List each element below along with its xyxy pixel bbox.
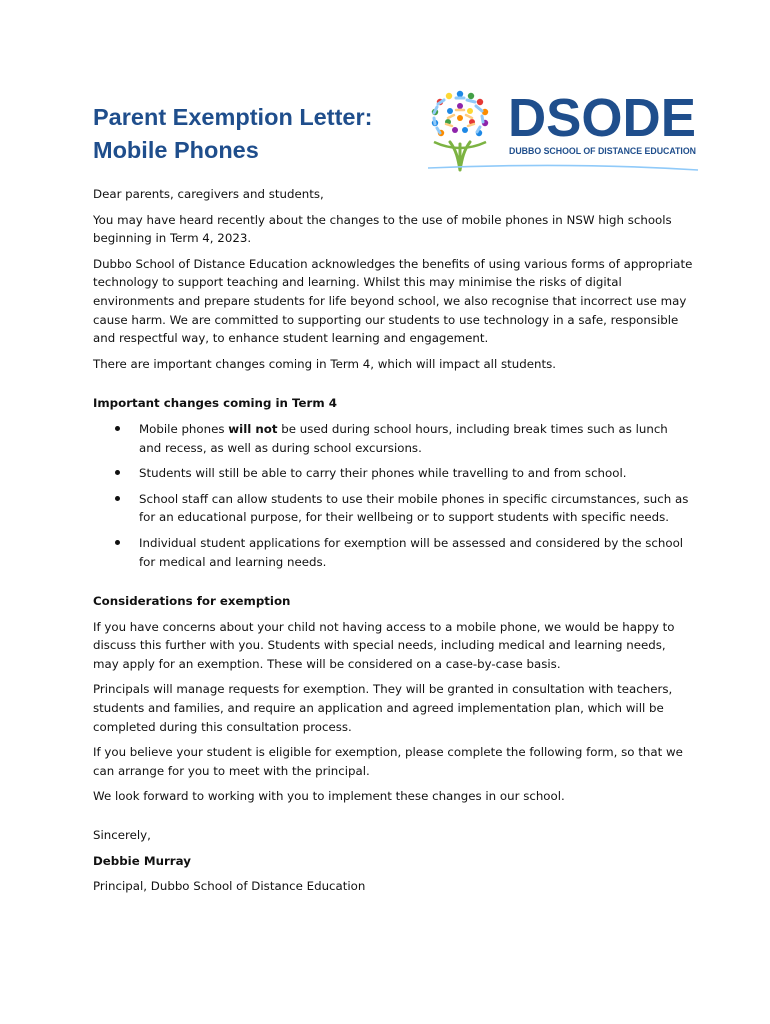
item-1-pre: Mobile phones (139, 421, 229, 436)
bullet-icon (115, 496, 120, 501)
changes-heading: Important changes coming in Term 4 (93, 396, 337, 411)
title-line-2: Mobile Phones (93, 137, 259, 163)
list-item (93, 490, 693, 527)
item-3-text: School staff can allow students to use their mobile phones in specific circumstances, such as for an educational purpose, for their wellbeing or to support students with specific needs. (139, 491, 689, 525)
logo-wordmark: DSODE (508, 88, 696, 148)
changes-list (93, 420, 693, 571)
greeting: Dear parents, caregivers and students, (93, 187, 324, 201)
tree-people-icon (432, 91, 488, 170)
title-line-1: Parent Exemption Letter: (93, 104, 373, 130)
exemption-paragraph-4: We look forward to working with you to implement these changes in our school. (93, 789, 565, 804)
item-2-text: Students will still be able to carry their phones while travelling to and from school. (139, 466, 627, 481)
page-title (93, 101, 372, 167)
letter-body (93, 185, 693, 903)
dsode-logo (420, 84, 705, 176)
exemption-paragraph-1: If you have concerns about your child not having access to a mobile phone, we would be happy to discuss this further with you. Students with special needs, including medical and learning needs, may apply for an exemption. These will be considered on a case-by-case basis. (93, 619, 675, 671)
exemption-paragraph-2: Principals will manage requests for exemption. They will be granted in consultation with teachers, students and families, and require an application and agreed implementation plan, which will be completed during this consultation process. (93, 682, 673, 734)
intro-paragraph-2: Dubbo School of Distance Education acknowledges the benefits of using various forms of appropriate technology to support teaching and learning. Whilst this may minimise the risks of digital environments and prepare students for life beyond school, we also recognise that incorrect use may cause harm. We are committed to supporting our students to use technology in a safe, responsible and respectful way, to enhance student learning and engagement. (93, 256, 693, 346)
signer-name: Debbie Murray (93, 853, 191, 868)
intro-paragraph-3: There are important changes coming in Term 4, which will impact all students. (93, 356, 556, 371)
logo-subtitle: DUBBO SCHOOL OF DISTANCE EDUCATION (509, 146, 697, 156)
list-item (93, 420, 693, 457)
exemption-heading: Considerations for exemption (93, 594, 291, 609)
signer-role: Principal, Dubbo School of Distance Education (93, 879, 366, 894)
bullet-icon (115, 426, 120, 431)
bullet-icon (115, 470, 120, 475)
closing: Sincerely, (93, 828, 151, 843)
logo-underline (428, 165, 698, 170)
list-item (93, 464, 693, 483)
intro-paragraph-1: You may have heard recently about the changes to the use of mobile phones in NSW high schools beginning in Term 4, 2023. (93, 212, 672, 246)
list-item (93, 534, 693, 571)
exemption-paragraph-3: If you believe your student is eligible for exemption, please complete the following form, so that we can arrange for you to meet with the principal. (93, 745, 683, 778)
item-4-text: Individual student applications for exemption will be assessed and considered by the school for medical and learning needs. (139, 535, 684, 569)
item-1-bold: will not (228, 421, 278, 436)
bullet-icon (115, 540, 120, 545)
item-1-post: be used during school hours, including break times such as lunch and recess, as well as during school excursions. (139, 421, 668, 455)
